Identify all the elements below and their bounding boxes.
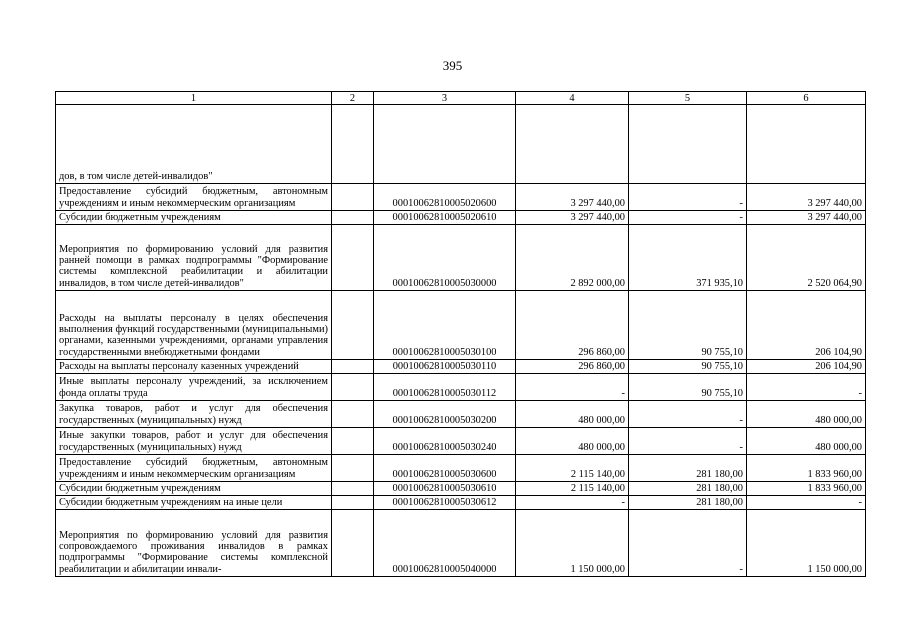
table-row bbox=[56, 184, 866, 211]
row-col2 bbox=[332, 428, 374, 455]
row-col5: 90 755,10 bbox=[629, 360, 747, 374]
row-col5: 281 180,00 bbox=[629, 482, 747, 496]
table-row bbox=[56, 496, 866, 510]
row-col4: - bbox=[516, 496, 629, 510]
row-description: Субсидии бюджетным учреждениям bbox=[56, 211, 332, 225]
row-col4: - bbox=[516, 374, 629, 401]
table-row bbox=[56, 211, 866, 225]
row-col4: 3 297 440,00 bbox=[516, 211, 629, 225]
table-row bbox=[56, 374, 866, 401]
row-col4: 480 000,00 bbox=[516, 401, 629, 428]
row-col2 bbox=[332, 360, 374, 374]
row-code: 00010062810005030610 bbox=[374, 482, 516, 496]
row-code: 00010062810005030612 bbox=[374, 496, 516, 510]
row-col4: 296 860,00 bbox=[516, 291, 629, 360]
row-description: Мероприятия по формированию условий для развития ранней помощи в рамках подпрограммы "Формирование системы комплексной реабилитации и абилитации инвалидов, в том числе детей-инвалидов" bbox=[56, 225, 332, 291]
row-col2 bbox=[332, 291, 374, 360]
row-description: Расходы на выплаты персоналу в целях обеспечения выполнения функций государственными (муниципальными) органами, казенными учреждениями, органами управления государственными внебюджетными фондами bbox=[56, 291, 332, 360]
row-col2 bbox=[332, 105, 374, 184]
row-description: Предоставление субсидий бюджетным, автономным учреждениям и иным некоммерческим организациям bbox=[56, 184, 332, 211]
row-col5: 371 935,10 bbox=[629, 225, 747, 291]
row-col4: 296 860,00 bbox=[516, 360, 629, 374]
header-row bbox=[56, 92, 866, 105]
row-code: 00010062810005030240 bbox=[374, 428, 516, 455]
row-col4: 2 115 140,00 bbox=[516, 482, 629, 496]
column-header: 1 bbox=[56, 92, 332, 105]
row-col5 bbox=[629, 105, 747, 184]
row-col2 bbox=[332, 496, 374, 510]
row-col4: 2 892 000,00 bbox=[516, 225, 629, 291]
row-description: дов, в том числе детей-инвалидов" bbox=[56, 105, 332, 184]
row-col2 bbox=[332, 401, 374, 428]
row-col5: - bbox=[629, 401, 747, 428]
row-col6: 480 000,00 bbox=[747, 401, 866, 428]
row-col6: 3 297 440,00 bbox=[747, 211, 866, 225]
table-row bbox=[56, 360, 866, 374]
row-col4: 1 150 000,00 bbox=[516, 510, 629, 577]
page-number: 395 bbox=[442, 58, 463, 73]
table-row bbox=[56, 455, 866, 482]
table-row bbox=[56, 225, 866, 291]
column-header: 3 bbox=[374, 92, 516, 105]
row-col5: - bbox=[629, 211, 747, 225]
row-col2 bbox=[332, 455, 374, 482]
row-col4: 3 297 440,00 bbox=[516, 184, 629, 211]
row-col2 bbox=[332, 482, 374, 496]
row-col5: 90 755,10 bbox=[629, 291, 747, 360]
row-col6 bbox=[747, 105, 866, 184]
row-col6: 1 833 960,00 bbox=[747, 455, 866, 482]
row-description: Субсидии бюджетным учреждениям на иные цели bbox=[56, 496, 332, 510]
row-col2 bbox=[332, 510, 374, 577]
row-col5: 90 755,10 bbox=[629, 374, 747, 401]
row-col6: - bbox=[747, 496, 866, 510]
row-description: Закупка товаров, работ и услуг для обеспечения государственных (муниципальных) нужд bbox=[56, 401, 332, 428]
row-col6: 480 000,00 bbox=[747, 428, 866, 455]
row-code: 00010062810005030100 bbox=[374, 291, 516, 360]
row-col6: 1 150 000,00 bbox=[747, 510, 866, 577]
table-row bbox=[56, 291, 866, 360]
column-header: 4 bbox=[516, 92, 629, 105]
table-row bbox=[56, 428, 866, 455]
table-row bbox=[56, 105, 866, 184]
row-col4: 480 000,00 bbox=[516, 428, 629, 455]
row-col6: 2 520 064,90 bbox=[747, 225, 866, 291]
row-col6: 206 104,90 bbox=[747, 360, 866, 374]
row-col5: 281 180,00 bbox=[629, 496, 747, 510]
row-col2 bbox=[332, 374, 374, 401]
row-code: 00010062810005020600 bbox=[374, 184, 516, 211]
column-header: 5 bbox=[629, 92, 747, 105]
row-code: 00010062810005020610 bbox=[374, 211, 516, 225]
row-description: Субсидии бюджетным учреждениям bbox=[56, 482, 332, 496]
row-code: 00010062810005030110 bbox=[374, 360, 516, 374]
row-description: Иные закупки товаров, работ и услуг для обеспечения государственных (муниципальных) нужд bbox=[56, 428, 332, 455]
row-code: 00010062810005030600 bbox=[374, 455, 516, 482]
table-row bbox=[56, 510, 866, 577]
row-col2 bbox=[332, 225, 374, 291]
row-col4 bbox=[516, 105, 629, 184]
row-code: 00010062810005040000 bbox=[374, 510, 516, 577]
row-description: Расходы на выплаты персоналу казенных учреждений bbox=[56, 360, 332, 374]
row-col6: 1 833 960,00 bbox=[747, 482, 866, 496]
row-code: 00010062810005030112 bbox=[374, 374, 516, 401]
row-col4: 2 115 140,00 bbox=[516, 455, 629, 482]
row-code: 00010062810005030200 bbox=[374, 401, 516, 428]
row-description: Предоставление субсидий бюджетным, автономным учреждениям и иным некоммерческим организациям bbox=[56, 455, 332, 482]
budget-table bbox=[55, 91, 866, 577]
row-code: 00010062810005030000 bbox=[374, 225, 516, 291]
row-description: Мероприятия по формированию условий для развития сопровождаемого проживания инвалидов в рамках подпрограммы "Формирование системы комплексной реабилитации и абилитации инвали- bbox=[56, 510, 332, 577]
column-header: 6 bbox=[747, 92, 866, 105]
row-col6: 3 297 440,00 bbox=[747, 184, 866, 211]
row-col2 bbox=[332, 184, 374, 211]
row-col5: 281 180,00 bbox=[629, 455, 747, 482]
table-row bbox=[56, 401, 866, 428]
table-row bbox=[56, 482, 866, 496]
row-col6: - bbox=[747, 374, 866, 401]
row-col5: - bbox=[629, 184, 747, 211]
row-col5: - bbox=[629, 510, 747, 577]
row-description: Иные выплаты персоналу учреждений, за исключением фонда оплаты труда bbox=[56, 374, 332, 401]
row-col5: - bbox=[629, 428, 747, 455]
row-col2 bbox=[332, 211, 374, 225]
row-code bbox=[374, 105, 516, 184]
row-col6: 206 104,90 bbox=[747, 291, 866, 360]
column-header: 2 bbox=[332, 92, 374, 105]
